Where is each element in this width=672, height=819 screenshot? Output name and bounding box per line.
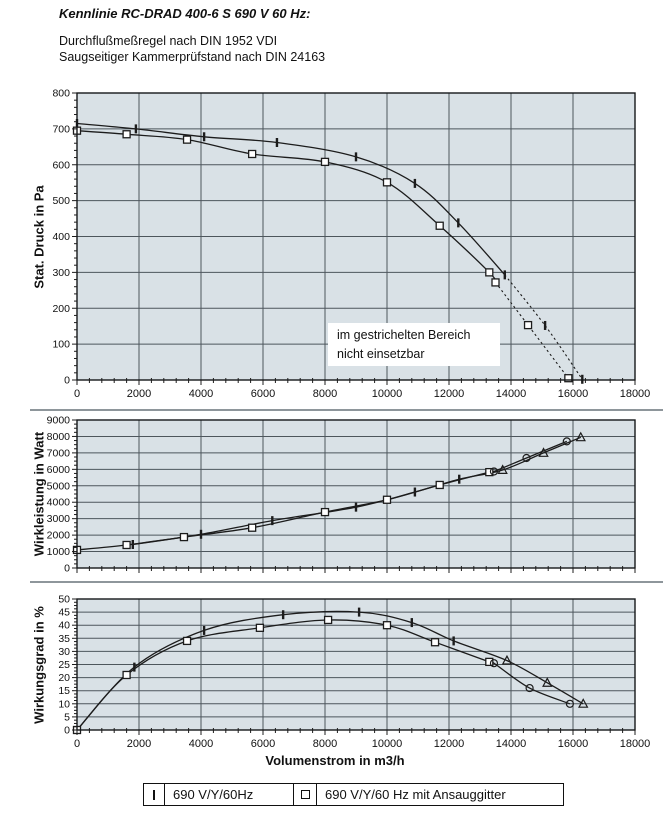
static-pressure-chart-svg <box>0 88 672 407</box>
svg-text:35: 35 <box>58 632 70 645</box>
legend-marker-cell-2 <box>294 784 317 805</box>
svg-text:300: 300 <box>52 266 70 279</box>
legend <box>143 783 564 806</box>
svg-text:8000: 8000 <box>312 388 338 400</box>
svg-text:16000: 16000 <box>557 738 589 750</box>
svg-text:0: 0 <box>64 724 70 737</box>
svg-text:2000: 2000 <box>46 529 70 542</box>
efficiency-chart-svg <box>0 594 672 757</box>
svg-text:2000: 2000 <box>126 388 152 400</box>
svg-text:18000: 18000 <box>619 738 651 750</box>
svg-text:1000: 1000 <box>46 546 70 559</box>
svg-text:0: 0 <box>64 562 70 575</box>
active-power-chart-svg <box>0 415 672 595</box>
efficiency-chart-y-axis-title: Wirkungsgrad in % <box>31 605 47 724</box>
square-marker-icon <box>301 790 310 799</box>
svg-text:20: 20 <box>58 672 70 685</box>
svg-text:10000: 10000 <box>371 388 403 400</box>
svg-text:10: 10 <box>58 698 70 711</box>
legend-marker-cell-1 <box>144 784 165 805</box>
svg-text:100: 100 <box>52 338 70 351</box>
svg-text:50: 50 <box>58 594 70 606</box>
svg-text:500: 500 <box>52 195 70 208</box>
chart-divider-1 <box>30 409 663 411</box>
svg-text:4000: 4000 <box>188 738 214 750</box>
svg-text:0: 0 <box>73 738 81 750</box>
page-title: Kennlinie RC-DRAD 400-6 S 690 V 60 Hz: <box>59 6 311 21</box>
svg-text:im gestrichelten Bereich: im gestrichelten Bereich <box>337 328 471 342</box>
svg-text:4000: 4000 <box>46 496 70 509</box>
svg-text:16000: 16000 <box>557 388 589 400</box>
svg-text:4000: 4000 <box>188 388 214 400</box>
svg-text:7000: 7000 <box>46 447 70 460</box>
svg-text:14000: 14000 <box>495 388 527 400</box>
legend-label-1: 690 V/Y/60Hz <box>165 784 294 805</box>
svg-text:400: 400 <box>52 231 70 243</box>
svg-text:15: 15 <box>58 685 70 698</box>
svg-text:8000: 8000 <box>312 738 338 750</box>
svg-text:30: 30 <box>58 645 70 658</box>
svg-text:3000: 3000 <box>46 513 70 526</box>
x-axis-title: Volumenstrom in m3/h <box>265 753 405 768</box>
subtitle-line-2: Saugseitiger Kammerprüfstand nach DIN 24163 <box>59 50 326 64</box>
legend-label-2: 690 V/Y/60 Hz mit Ansauggitter <box>325 787 506 802</box>
svg-text:8000: 8000 <box>46 430 70 443</box>
svg-text:0: 0 <box>73 388 81 400</box>
svg-text:5: 5 <box>64 711 70 724</box>
svg-text:700: 700 <box>52 123 70 136</box>
chart-divider-2 <box>30 581 663 583</box>
svg-text:nicht einsetzbar: nicht einsetzbar <box>337 347 425 361</box>
svg-text:6000: 6000 <box>250 738 276 750</box>
svg-text:600: 600 <box>52 159 70 172</box>
active-power-chart-y-axis-title: Wirkleistung in Watt <box>31 431 47 557</box>
svg-text:6000: 6000 <box>250 388 276 400</box>
svg-text:45: 45 <box>58 606 70 619</box>
tick-marker-icon <box>153 790 156 800</box>
svg-text:12000: 12000 <box>433 388 465 400</box>
svg-text:25: 25 <box>58 659 70 671</box>
svg-text:2000: 2000 <box>126 738 152 750</box>
static-pressure-chart-y-axis-title: Stat. Druck in Pa <box>31 184 47 289</box>
svg-text:9000: 9000 <box>46 415 70 427</box>
svg-text:12000: 12000 <box>433 738 465 750</box>
svg-text:18000: 18000 <box>619 388 651 400</box>
svg-text:14000: 14000 <box>495 738 527 750</box>
svg-text:10000: 10000 <box>371 738 403 750</box>
svg-text:800: 800 <box>52 88 70 100</box>
svg-text:6000: 6000 <box>46 463 70 476</box>
subtitle-line-1: Durchflußmeßregel nach DIN 1952 VDI <box>59 34 278 48</box>
svg-text:5000: 5000 <box>46 480 70 493</box>
svg-text:0: 0 <box>64 374 70 387</box>
svg-text:200: 200 <box>52 302 70 315</box>
svg-text:40: 40 <box>58 619 70 632</box>
